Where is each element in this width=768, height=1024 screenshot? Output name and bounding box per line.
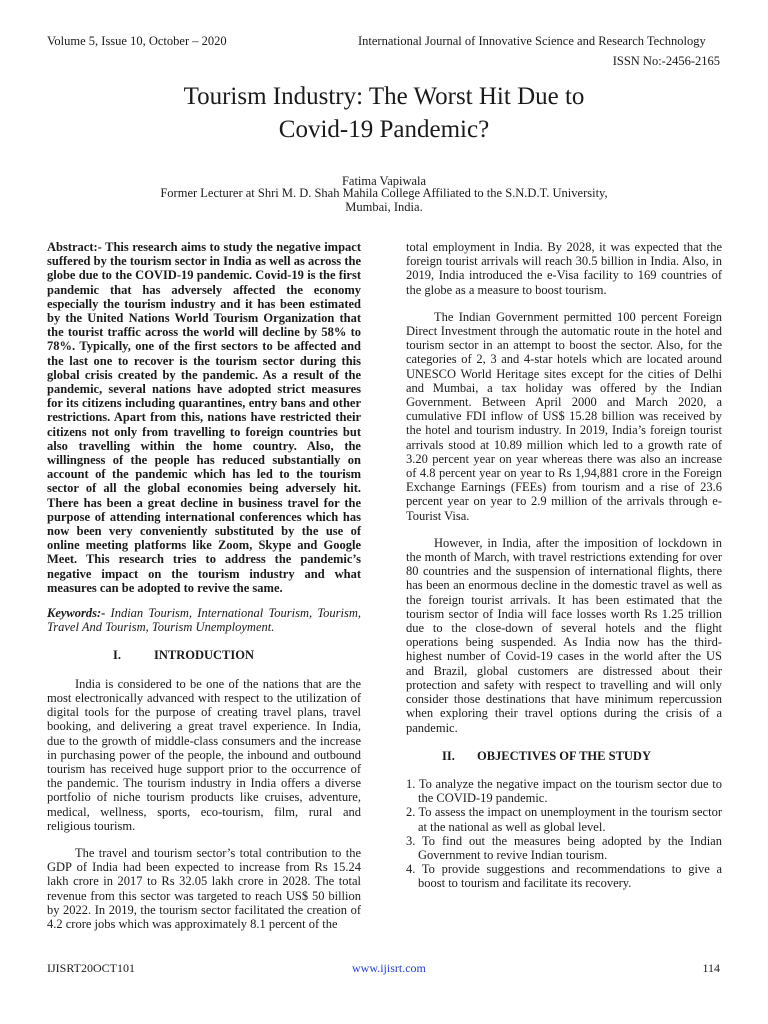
author-name: Fatima Vapiwala	[341, 174, 427, 188]
list-item: 3. To find out the measures being adopted by the Indian Government to revive Indian tourism.	[406, 833, 722, 862]
objectives-list	[406, 777, 722, 891]
list-item: 2. To assess the impact on unemployment in the tourism sector at the national as well as global level.	[406, 805, 722, 834]
author-affiliation	[0, 186, 768, 214]
keywords-label: Keywords:-	[47, 606, 106, 621]
abstract: Abstract:- This research aims to study the negative impact suffered by the tourism sector in India as well as across the globe due to the COVID-19 pandemic. Covid-19 is the first pandemic that has adversely affected the economy especially the tourism industry and it has been estimated by the United Nations World Tourism Organization that the tourist traffic across the world will decline by 58% to 78%. Typically, one of the first sectors to be affected and the last one to recover is the tourism sector during this global crisis created by the pandemic. As a result of the pandemic, several nations have adopted strict measures for its citizens including quarantines, entry bans and other restrictions. Apart from this, nations have restricted their citizens not only from travelling to foreign countries but also travelling within the home country. Also, the willingness of the people has reduced substantially on account of the pandemic which has led to the tourism sector of all the global economies being adversely hit. There has been a great decline in business travel for the purpose of attending international conferences which has now been very conveniently substituted by the use of online meeting platforms like Zoom, Skype and Google Meet. This research tries to address the pandemic’s negative impact on the tourism industry and what measures can be adopted to revive the same.	[47, 240, 361, 595]
list-item: 4. To provide suggestions and recommendations to give a boost to tourism and facilitate its recovery.	[406, 862, 722, 891]
journal-name: International Journal of Innovative Science and Research Technology	[358, 34, 706, 48]
body-paragraph-2: The Indian Government permitted 100 percent Foreign Direct Investment through the automatic route in the hotel and tourism sector in an attempt to boost the sector. Also, for the categories of 2, 3 and 4-star hotels which are located around UNESCO World Heritage sites except for the cities of Delhi and Mumbai, a tax holiday was offered by the Indian Government. Between April 2000 and March 2020, a cumulative FDI inflow of US$ 15.28 billion was received by the hotel and tourism industry. In 2019, India’s foreign tourist arrivals stood at 10.89 million which led to a growth rate of 3.20 percent year on year whereas there was also an increase of 4.8 percent year on year to Rs 1,94,881 crore in the Foreign Exchange Earnings (FEEs) from tourism and a rise of 23.6 percent year on year to 2.9 million of the arrivals through e-Tourist Visa.	[406, 309, 722, 523]
body-paragraph-3: However, in India, after the imposition of lockdown in the month of March, with travel restrictions extending for over 80 countries and the suspension of international flights, there has been an enormous decline in the domestic travel as well as the foreign tourist arrivals. It has been estimated that the tourism sector of India will face losses worth Rs 1.25 trillion due to the close-down of several hotels and the flight operations being suspended. As India now has the third-highest number of Covid-19 cases in the world after the US and Brazil, global customers are distressed about their protection and safety with respect to travelling and will only consider those destinations that have minimum repercussion when exploring their travel options during the crisis of a pandemic.	[406, 535, 722, 735]
volume-issue: Volume 5, Issue 10, October – 2020	[47, 34, 227, 48]
keywords	[47, 606, 361, 634]
paper-code: IJISRT20OCT101	[47, 961, 135, 975]
section-title: OBJECTIVES OF THE STUDY	[476, 748, 651, 763]
section-heading-objectives	[406, 749, 722, 763]
issn: ISSN No:-2456-2165	[612, 54, 720, 68]
affiliation-line-1: Former Lecturer at Shri M. D. Shah Mahila College Affiliated to the S.N.D.T. University,	[160, 186, 608, 200]
section-title: INTRODUCTION	[153, 648, 254, 663]
right-column	[406, 240, 722, 891]
title-line-2: Covid-19 Pandemic?	[278, 116, 490, 143]
intro-paragraph-2: The travel and tourism sector’s total contribution to the GDP of India had been expected to increase from Rs 15.24 lakh crore in 2017 to Rs 32.05 lakh crore in 2028. The total revenue from this sector was targeted to reach US$ 50 billion by 2022. In 2019, the tourism sector facilitated the creation of 4.2 crore jobs which was approximately 8.1 percent of the	[47, 845, 361, 931]
keywords-text: Indian Tourism, International Tourism, Tourism, Travel And Tourism, Tourism Unemployment.	[47, 606, 361, 635]
title-line-1: Tourism Industry: The Worst Hit Due to	[183, 83, 585, 110]
section-number: I.	[113, 648, 121, 663]
journal-url-link[interactable]: www.ijisrt.com	[352, 961, 426, 975]
body-paragraph-1: total employment in India. By 2028, it was expected that the foreign tourist arrivals will reach 30.5 billion in India. Also, in 2019, India introduced the e-Visa facility to 169 countries of the globe as a measure to boost tourism.	[406, 240, 722, 297]
section-number: II.	[442, 748, 455, 763]
intro-paragraph-1: India is considered to be one of the nations that are the most electronically advanced with respect to the utilization of digital tools for the purpose of creating travel plans, travel booking, and delivering a great travel experience. In India, due to the growth of middle-class consumers and the increase in purchasing power of the people, the inbound and outbound tourism has received huge support prior to the occurrence of the pandemic. The tourism industry in India offers a diverse portfolio of niche tourism products like cruises, adventure, medical, wellness, sports, eco-tourism, film, rural and religious tourism.	[47, 676, 361, 833]
paper-title	[0, 80, 768, 146]
list-item: 1. To analyze the negative impact on the tourism sector due to the COVID-19 pandemic.	[406, 776, 722, 806]
left-column	[47, 240, 361, 931]
section-heading-introduction	[47, 648, 361, 662]
affiliation-line-2: Mumbai, India.	[345, 200, 423, 214]
page-number: 114	[702, 961, 720, 975]
